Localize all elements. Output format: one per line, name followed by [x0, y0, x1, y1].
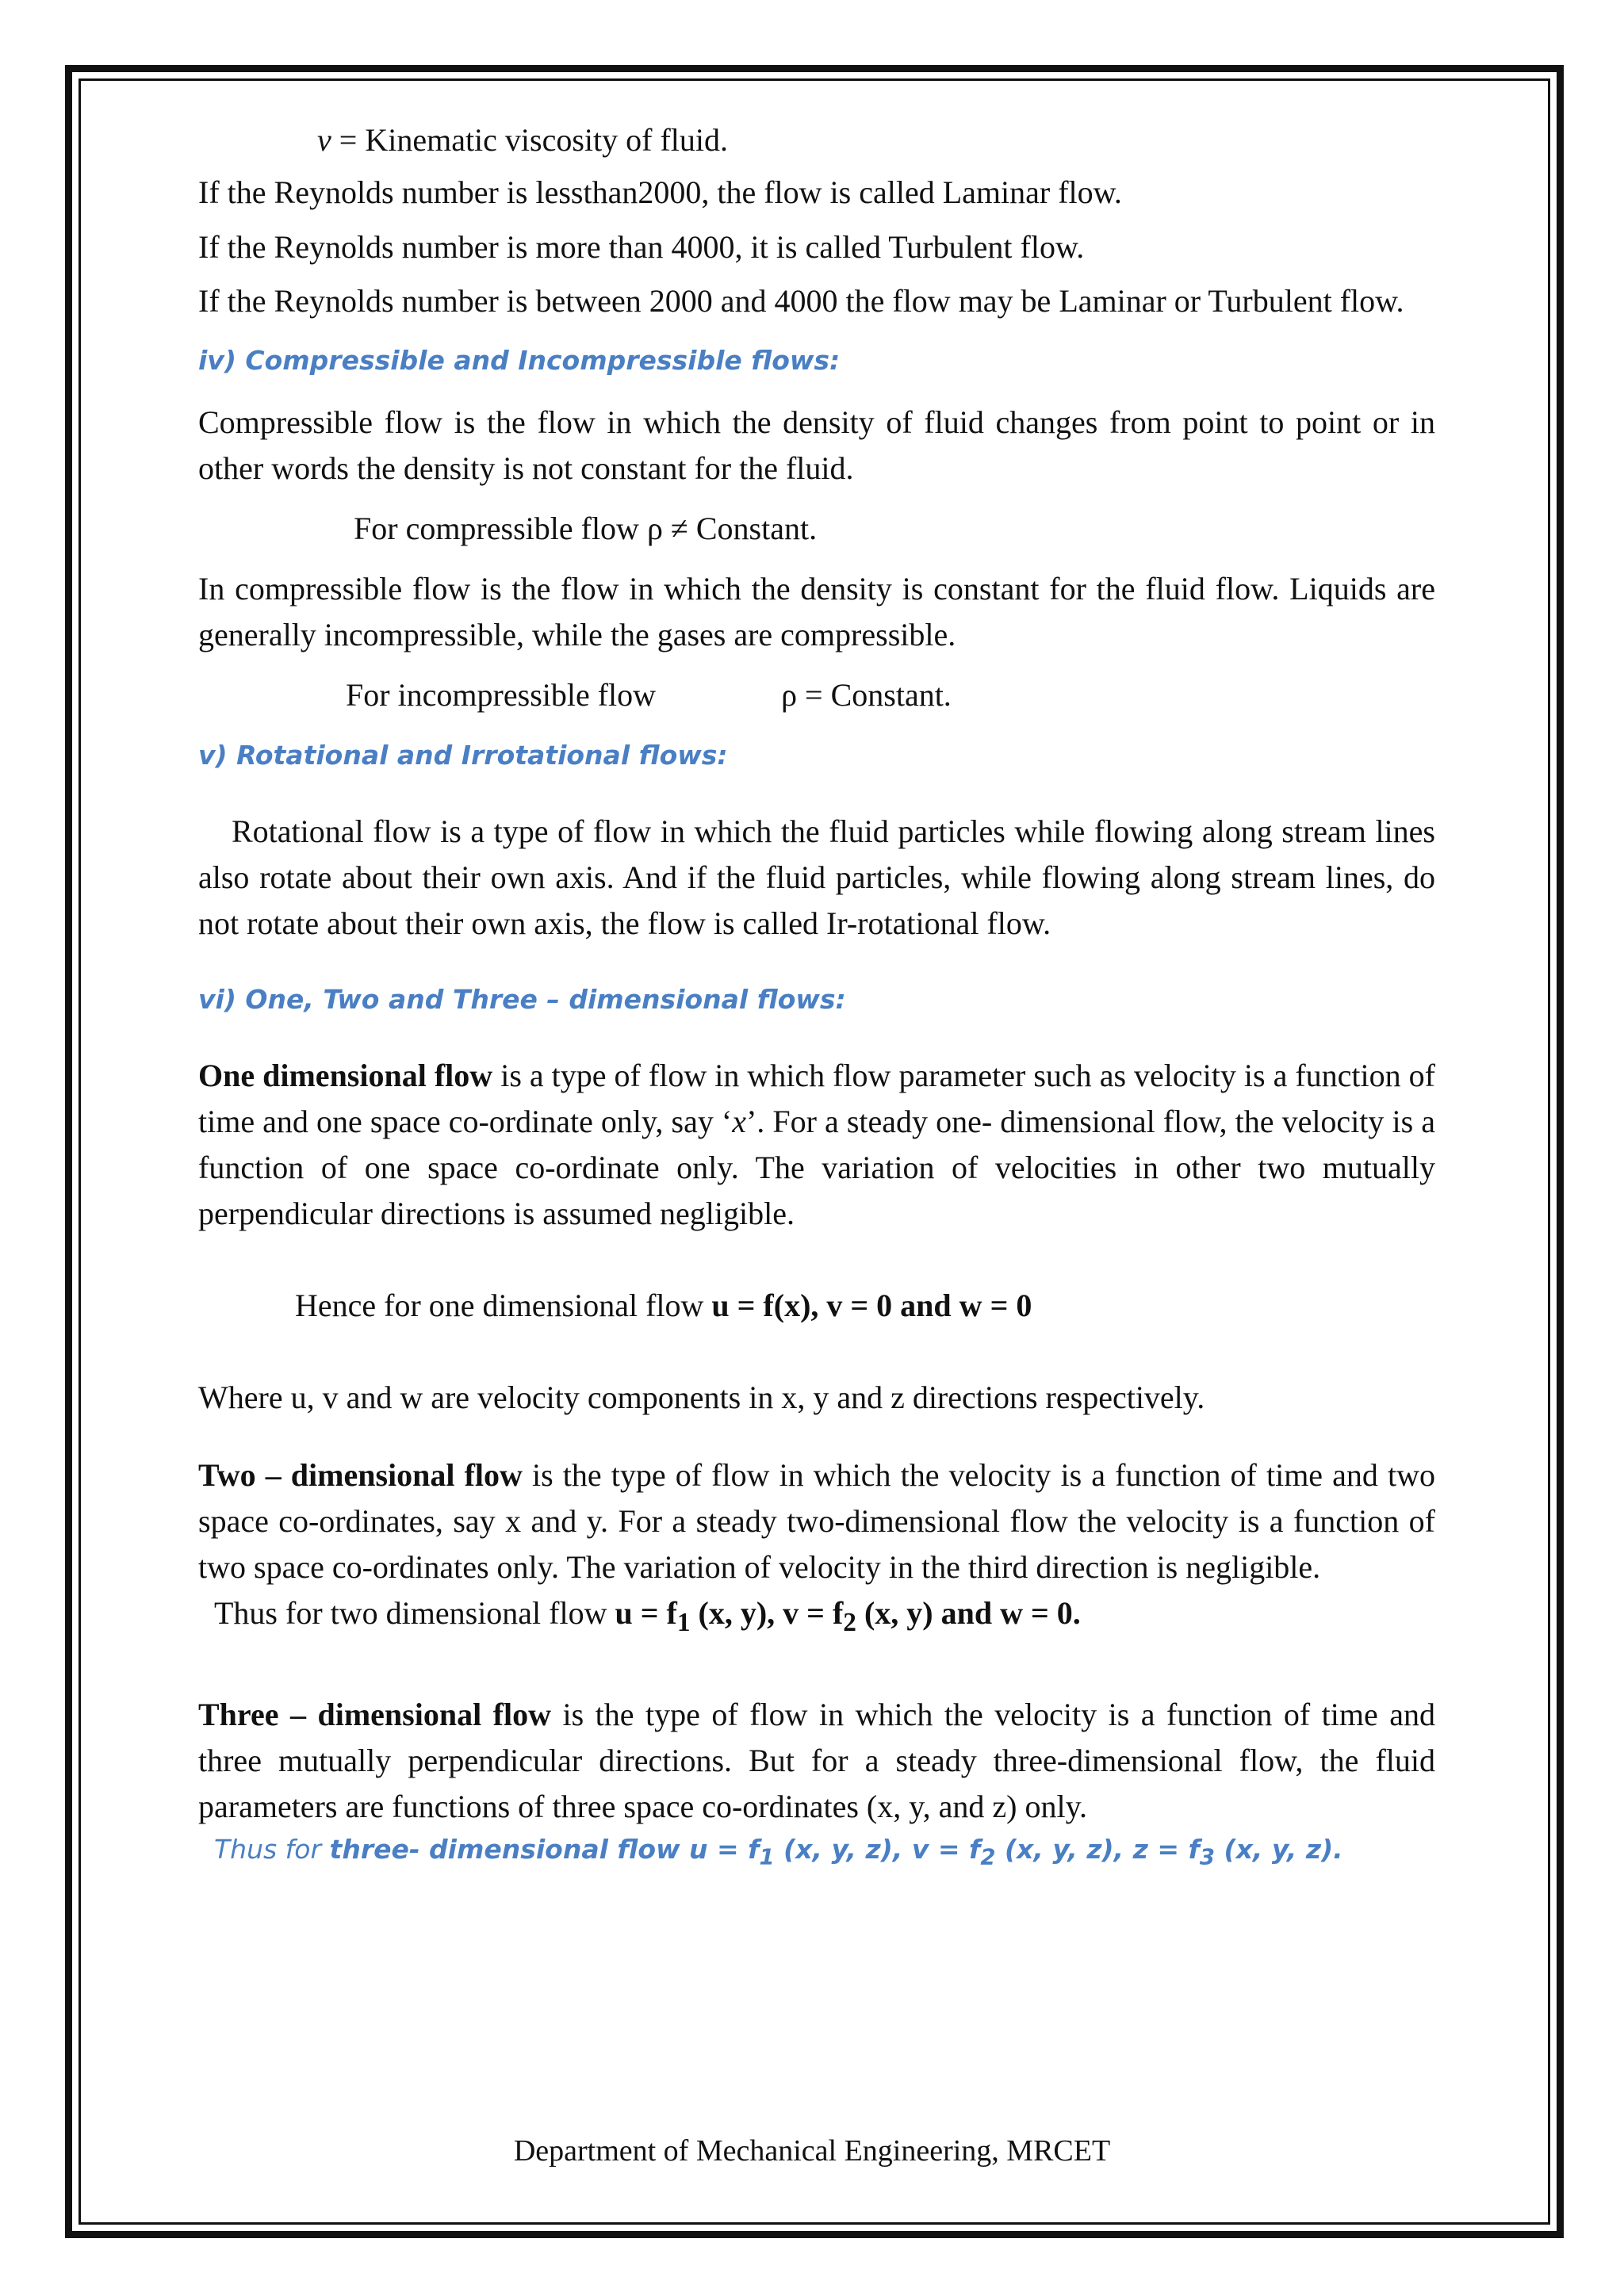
incompressible-equation: [198, 672, 1435, 718]
one-dimensional-text-b: ’. For a steady one- dimensional flow, the velocity is a function of one space co-ordinate only. The variation of velocities in other two mutually perpendicular directions is assumed negligible.: [198, 1104, 1435, 1231]
section-v-heading: v) Rotational and Irrotational flows:: [198, 740, 728, 771]
one-dimensional-equation-prefix: Hence for one dimensional flow: [295, 1288, 712, 1323]
three-dimensional-equation-prefix: Thus for: [214, 1834, 330, 1865]
one-dimensional-definition: [198, 1053, 1435, 1237]
two-dimensional-equation: [198, 1590, 1435, 1646]
reynolds-transition: If the Reynolds number is between 2000 and 4000 the flow may be Laminar or Turbulent flow.: [198, 283, 1404, 319]
three-dimensional-definition: [198, 1692, 1435, 1830]
one-dimensional-variable: x: [732, 1104, 746, 1139]
section-iv-heading: iv) Compressible and Incompressible flows:: [198, 345, 841, 376]
page-footer: Department of Mechanical Engineering, MRCET: [513, 2134, 1111, 2168]
two-dimensional-term: Two – dimensional flow: [198, 1457, 523, 1493]
velocity-components-note: Where u, v and w are velocity components in x, y and z directions respectively.: [198, 1380, 1205, 1415]
one-dimensional-equation: [198, 1283, 1435, 1329]
one-dimensional-equation-formula: u = f(x), v = 0 and w = 0: [711, 1288, 1032, 1323]
incompressible-definition: In compressible flow is the flow in which the density is constant for the fluid flow. Liquids are generally incompressible, while the gases are compressible.: [198, 571, 1435, 652]
rotational-definition: Rotational flow is a type of flow in which the fluid particles while flowing along stream lines also rotate about their own axis. And if the fluid particles, while flowing along stream lines, do not rotate about their own axis, the flow is called Ir-rotational flow.: [198, 813, 1435, 941]
incompressible-equation-label: For incompressible flow: [346, 677, 657, 713]
one-dimensional-text-a: is a type of flow in which flow parameter such as velocity is a function of time and one space co-ordinate only, say ‘: [198, 1058, 1435, 1139]
two-dimensional-equation-prefix: Thus for two dimensional flow: [214, 1595, 615, 1631]
compressible-definition: Compressible flow is the flow in which the density of fluid changes from point to point or in other words the density is not constant for the fluid.: [198, 404, 1435, 486]
incompressible-equation-value: ρ = Constant.: [781, 677, 952, 713]
reynolds-turbulent: If the Reynolds number is more than 4000, it is called Turbulent flow.: [198, 229, 1085, 265]
viscosity-text: = Kinematic viscosity of fluid.: [331, 122, 729, 158]
viscosity-definition: [198, 117, 1435, 163]
two-dimensional-definition: [198, 1452, 1435, 1590]
compressible-equation: For compressible flow ρ ≠ Constant.: [354, 511, 818, 546]
two-dimensional-text: is the type of flow in which the velocity is a function of time and two space co-ordinates, say x and y. For a steady two-dimensional flow the velocity is a function of two space co-ordinates only. The variation of velocity in the third direction is negligible.: [198, 1457, 1436, 1585]
three-dimensional-equation: [198, 1830, 1435, 1877]
reynolds-laminar: If the Reynolds number is lessthan2000, the flow is called Laminar flow.: [198, 174, 1122, 210]
viscosity-symbol: v: [317, 122, 331, 158]
two-dimensional-equation-formula: $u = f_1$ (x, y), $v = f_2$ (x, y) and w = 0.: [615, 1595, 1081, 1637]
section-vi-heading: vi) One, Two and Three – dimensional flows:: [198, 984, 846, 1015]
page-content: [198, 117, 1435, 1877]
three-dimensional-term: Three – dimensional flow: [198, 1697, 551, 1732]
one-dimensional-term: One dimensional flow: [198, 1058, 493, 1093]
three-dimensional-equation-formula: three- dimensional flow $u = f_1$ (x, y, z), $v = f_2$ (x, y, z), $z = f_3$ (x, y, z).: [329, 1834, 1343, 1870]
three-dimensional-text: is the type of flow in which the velocity is a function of time and three mutually perpendicular directions. But for a steady three-dimensional flow, the fluid parameters are functions of three space co-ordinates (x, y, and z) only.: [198, 1697, 1435, 1824]
